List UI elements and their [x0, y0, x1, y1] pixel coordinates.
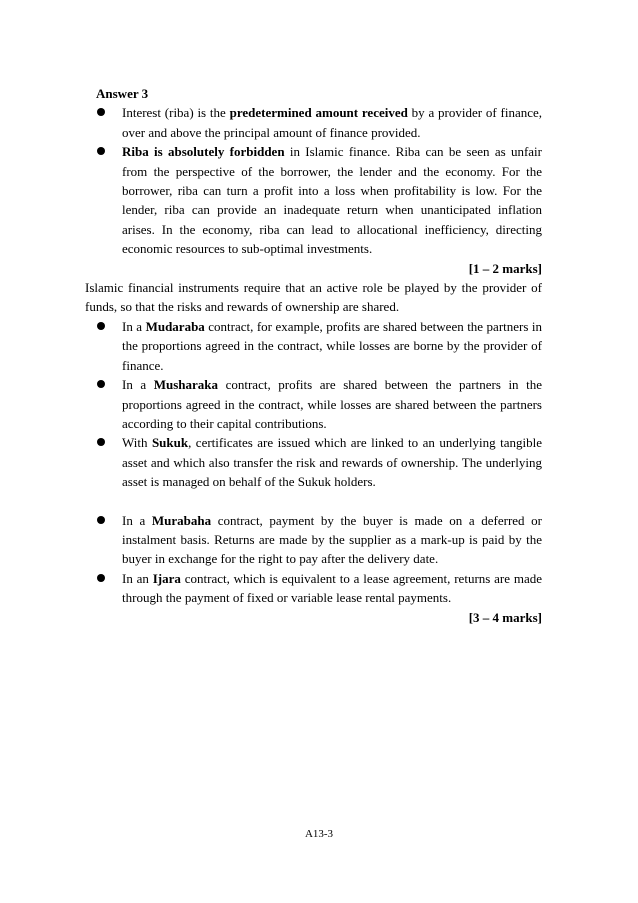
spacer	[96, 492, 542, 511]
bullet-dot-icon	[97, 574, 105, 582]
marks-label-1: [1 – 2 marks]	[468, 260, 542, 276]
bullet-item: Riba is absolutely forbidden in Islamic finance. Riba can be seen as unfair from the perspective of the borrower, the lender and the economy. For the borrower, riba can turn a profit into a loss when profitability is low. For the lender, riba can provide an inadequate return when unanticipated inflation arises. In the economy, riba can lead to allocational inefficiency, directing economic resources to sub-optimal investments.	[96, 142, 542, 258]
bold-term: predetermined amount received	[229, 105, 408, 121]
bullet-dot-icon	[97, 147, 105, 155]
page-footer: A13-3	[304, 828, 334, 840]
bullet-item: In a Musharaka contract, profits are shared between the partners in the proportions agreed in the contract, while losses are shared between the partners according to their capital contributions.	[96, 375, 542, 433]
bullet-item: With Sukuk, certificates are issued which are linked to an underlying tangible asset and which also transfer the risk and rewards of ownership. The underlying asset is managed on behalf of the Sukuk holders.	[96, 433, 542, 491]
bullet-dot-icon	[97, 438, 105, 446]
section-2-list	[96, 317, 542, 608]
bullet-dot-icon	[97, 516, 105, 524]
answer-page	[85, 84, 543, 627]
bold-term: Musharaka	[153, 377, 219, 393]
bullet-dot-icon	[97, 380, 105, 388]
bold-term: Ijara	[152, 570, 181, 586]
bold-term: Murabaha	[151, 512, 212, 528]
section-1-list	[96, 103, 542, 258]
bullet-item: In a Mudaraba contract, for example, profits are shared between the partners in the proportions agreed in the contract, while losses are borne by the provider of finance.	[96, 317, 542, 375]
answer-heading: Answer 3	[96, 86, 149, 101]
bullet-item: In an Ijara contract, which is equivalent to a lease agreement, returns are made through the payment of fixed or variable lease rental payments.	[96, 569, 542, 608]
bullet-dot-icon	[97, 322, 105, 330]
bullet-dot-icon	[97, 108, 105, 116]
bold-term: Mudaraba	[145, 318, 205, 334]
intro-paragraph: Islamic financial instruments require that an active role be played by the provider of funds, so that the risks and rewards of ownership are shared.	[85, 280, 542, 315]
bold-term: Riba is absolutely forbidden	[122, 144, 285, 160]
bullet-item: In a Murabaha contract, payment by the buyer is made on a deferred or instalment basis. Returns are made by the supplier as a mark-up is paid by the buyer in exchange for the right to pay after the delivery date.	[96, 511, 542, 569]
bold-term: Sukuk	[151, 435, 189, 451]
marks-label-2: [3 – 4 marks]	[468, 609, 542, 625]
bullet-item: Interest (riba) is the predetermined amount received by a provider of finance, over and above the principal amount of finance provided.	[96, 103, 542, 142]
